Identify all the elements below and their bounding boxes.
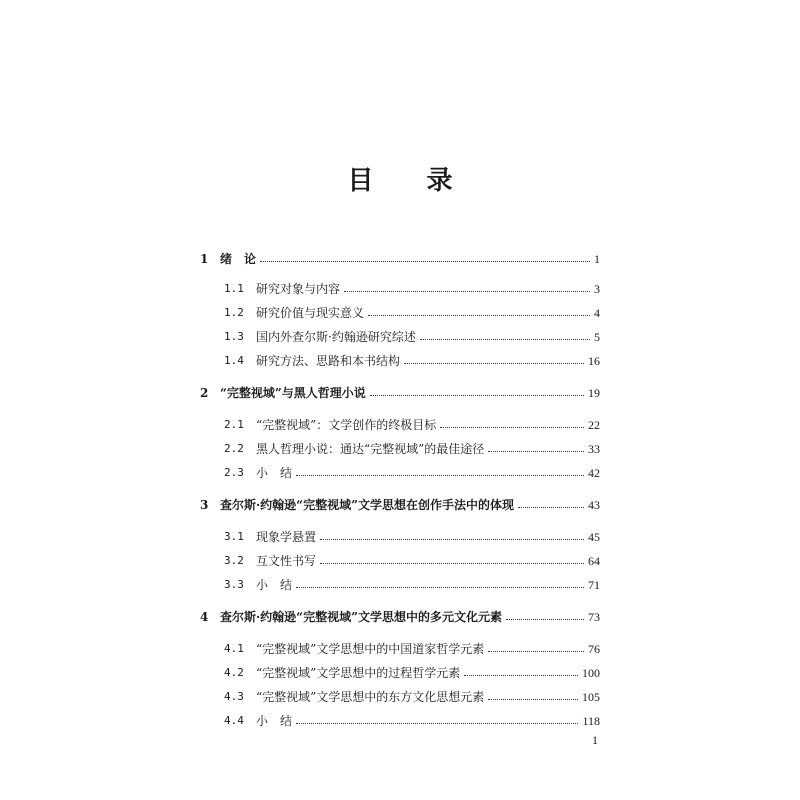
toc-entry-number: 3.3 [224, 578, 244, 591]
toc-leader-dots [368, 311, 590, 316]
toc-section-entry[interactable] [224, 276, 600, 296]
toc-entry-number: 1.3 [224, 330, 244, 343]
toc-leader-dots [518, 503, 584, 508]
toc-leader-dots [260, 257, 590, 262]
toc-chapter-entry[interactable] [200, 604, 600, 624]
toc-leader-dots [420, 335, 590, 340]
toc-entry-page: 45 [588, 530, 600, 544]
toc-entry-title: 小 结 [256, 466, 293, 480]
toc-entry-title: “完整视域”文学思想中的过程哲学元素 [256, 666, 461, 680]
toc-entry-number: 1 [200, 252, 209, 266]
toc-entry-number: 1.4 [224, 354, 244, 367]
toc-leader-dots [488, 695, 578, 700]
toc-entry-title: 查尔斯·约翰逊“完整视域”文学思想中的多元文化元素 [220, 610, 502, 624]
toc-entry-number: 1.2 [224, 306, 244, 319]
toc-entry-number: 3.2 [224, 554, 244, 567]
toc-entry-number: 4 [200, 610, 209, 624]
toc-entry-page: 4 [594, 306, 600, 320]
toc-leader-dots [296, 719, 578, 724]
toc-entry-number: 4.3 [224, 690, 244, 703]
toc-section-entry[interactable] [224, 300, 600, 320]
toc-entry-title: 研究方法、思路和本书结构 [256, 354, 401, 368]
toc-entry-number: 3.1 [224, 530, 244, 543]
toc-entry-title: “完整视域”文学思想中的东方文化思想元素 [256, 690, 485, 704]
toc-entry-number: 2 [200, 386, 209, 400]
toc-entry-page: 100 [582, 666, 600, 680]
toc-entry-number: 1.1 [224, 282, 244, 295]
toc-leader-dots [404, 359, 584, 364]
toc-entry-title: 研究对象与内容 [256, 282, 341, 296]
toc-section-entry[interactable] [224, 324, 600, 344]
toc-section-entry[interactable] [224, 572, 600, 592]
toc-entry-page: 43 [588, 498, 600, 512]
toc-entry-page: 42 [588, 466, 600, 480]
toc-section-entry[interactable] [224, 436, 600, 456]
toc-section-entry[interactable] [224, 548, 600, 568]
toc-chapter-entry[interactable] [200, 246, 600, 266]
page-title: 目 录 [347, 166, 475, 196]
toc-chapter-entry[interactable] [200, 492, 600, 512]
toc-entry-title: 现象学悬置 [256, 530, 317, 544]
toc-entry-title: “完整视域”与黑人哲理小说 [220, 386, 366, 400]
toc-entry-title: 查尔斯·约翰逊“完整视域”文学思想在创作手法中的体现 [220, 498, 514, 512]
toc-leader-dots [464, 671, 578, 676]
toc-entry-page: 105 [582, 690, 600, 704]
toc-entry-title: 国内外查尔斯·约翰逊研究综述 [256, 330, 416, 344]
toc-section-entry[interactable] [224, 708, 600, 728]
toc-entry-title: 研究价值与现实意义 [256, 306, 365, 320]
toc-section-entry[interactable] [224, 524, 600, 544]
toc-entry-page: 64 [588, 554, 600, 568]
toc-leader-dots [320, 559, 584, 564]
toc-entry-number: 4.4 [224, 714, 244, 727]
toc-entry-number: 2.2 [224, 442, 244, 455]
toc-entry-number: 2.1 [224, 418, 244, 431]
toc-leader-dots [344, 287, 590, 292]
toc-entry-page: 3 [594, 282, 600, 296]
toc-section-entry[interactable] [224, 348, 600, 368]
toc-leader-dots [296, 471, 584, 476]
toc-leader-dots [296, 583, 584, 588]
toc-entry-number: 4.1 [224, 642, 244, 655]
toc-entry-title: 互文性书写 [256, 554, 317, 568]
toc-entry-page: 33 [588, 442, 600, 456]
toc-section-entry[interactable] [224, 460, 600, 480]
toc-section-entry[interactable] [224, 636, 600, 656]
toc-entry-page: 1 [594, 252, 600, 266]
toc-section-entry[interactable] [224, 684, 600, 704]
toc-entry-page: 118 [582, 714, 600, 728]
toc-leader-dots [488, 647, 584, 652]
page-number: 1 [592, 733, 598, 747]
toc-entry-number: 2.3 [224, 466, 244, 479]
toc-entry-page: 5 [594, 330, 600, 344]
toc-leader-dots [370, 391, 584, 396]
toc-entry-title: 小 结 [256, 578, 293, 592]
toc-entry-page: 16 [588, 354, 600, 368]
toc-entry-number: 4.2 [224, 666, 244, 679]
toc-leader-dots [506, 615, 584, 620]
toc-leader-dots [488, 447, 584, 452]
toc-entry-page: 71 [588, 578, 600, 592]
toc-entry-number: 3 [200, 498, 209, 512]
toc-entry-page: 22 [588, 418, 600, 432]
toc-entry-title: “完整视域”文学思想中的中国道家哲学元素 [256, 642, 485, 656]
toc-entry-title: 小 结 [256, 714, 293, 728]
toc-section-entry[interactable] [224, 412, 600, 432]
toc-leader-dots [320, 535, 584, 540]
toc-entry-page: 19 [588, 386, 600, 400]
toc-chapter-entry[interactable] [200, 380, 600, 400]
toc-section-entry[interactable] [224, 660, 600, 680]
toc-entry-title: “完整视域”：文学创作的终极目标 [256, 418, 437, 432]
toc-entry-title: 绪 论 [220, 252, 257, 266]
toc-entry-title: 黑人哲理小说：通达“完整视域”的最佳途径 [256, 442, 485, 456]
toc-leader-dots [440, 423, 584, 428]
toc-entry-page: 76 [588, 642, 600, 656]
toc-entry-page: 73 [588, 610, 600, 624]
